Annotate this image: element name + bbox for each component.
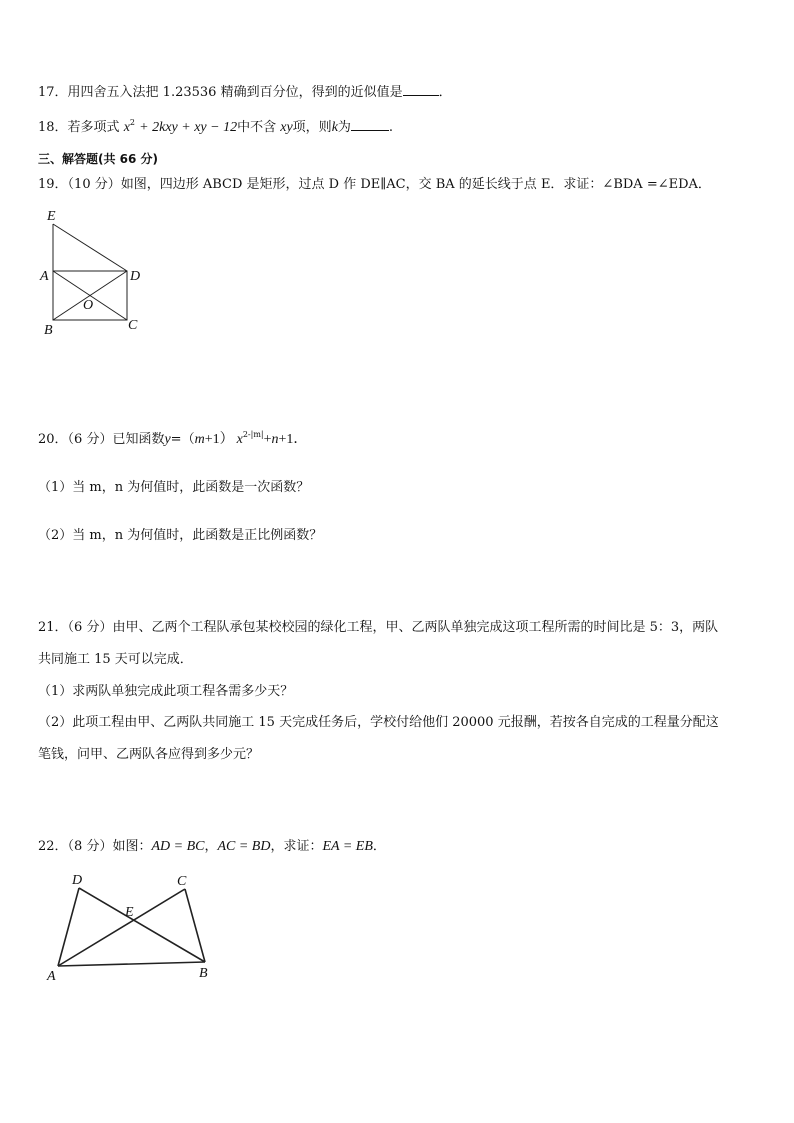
label-e: E [47, 209, 56, 224]
question-21-part-2-line-1: （2）此项工程由甲、乙两队共同施工 15 天完成任务后，学校付给他们 20000 元报酬，若按各自完成的工程量分配这 [38, 715, 719, 730]
label-d: D [72, 873, 83, 888]
question-20-part-1: （1）当 m，n 为何值时，此函数是一次函数？ [38, 480, 310, 495]
label-c: C [128, 318, 138, 333]
label-b: B [44, 323, 53, 337]
label-a: A [47, 969, 56, 983]
label-b: B [199, 966, 208, 981]
question-22: 22．（8 分）如图：AD = BC，AC = BD，求证：EA = EB． [38, 839, 386, 854]
question-21-line-2: 共同施工 15 天可以完成． [38, 652, 193, 667]
question-20-part-2: （2）当 m，n 为何值时，此函数是正比例函数？ [38, 528, 323, 543]
question-21-part-1: （1）求两队单独完成此项工程各需多少天？ [38, 684, 294, 699]
segment-ed [53, 224, 127, 271]
question-21-part-2-line-2: 笔钱，问甲、乙两队各应得到多少元？ [38, 747, 260, 762]
figure-rectangle-abcd [38, 205, 158, 337]
segment-ac [58, 889, 185, 966]
question-19: 19．（10 分）如图，四边形 ABCD 是矩形，过点 D 作 DE∥AC，交 BA 的延长线于点 E．求证：∠BDA =∠EDA． [38, 177, 711, 192]
segment-ab [58, 962, 205, 966]
question-20: 20．（6 分）已知函数y=（m+1） $x^{2-|m|}+n+1$． [38, 430, 308, 447]
label-e: E [125, 905, 134, 920]
segment-bd [79, 888, 205, 962]
question-17: 17．用四舍五入法把 1.23536 精确到百分位，得到的近似值是 ． [38, 85, 452, 100]
figure-crossed-trapezoid [42, 868, 222, 983]
segment-bc [185, 889, 205, 962]
question-18: 18．若多项式 $x^2 + 2kxy$ + xy − 12中不含 xy项，则k为 . [38, 118, 394, 135]
question-21-line-1: 21．（6 分）由甲、乙两个工程队承包某校校园的绿化工程，甲、乙两队单独完成这项工程所需的时间比是 5：3，两队 [38, 620, 719, 635]
answer-blank [351, 118, 389, 131]
label-d: D [130, 269, 141, 284]
label-a: A [40, 269, 49, 284]
label-o: O [83, 298, 94, 313]
section-heading: 三、解答题(共 66 分) [38, 152, 159, 166]
answer-blank [403, 83, 439, 96]
label-c: C [177, 874, 187, 889]
